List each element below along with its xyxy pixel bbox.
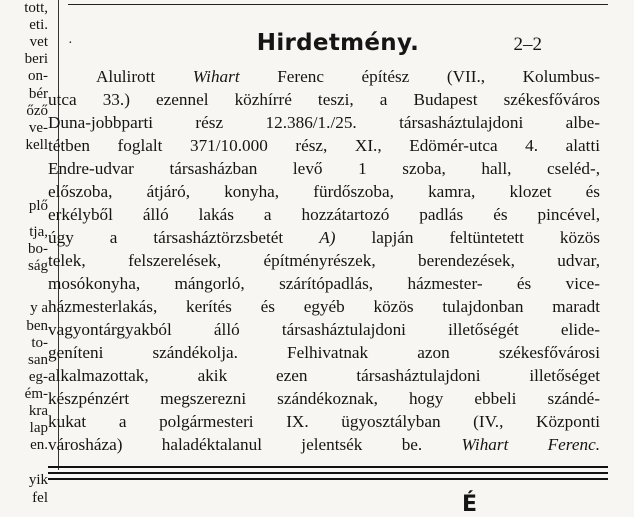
notice-body: [48, 65, 600, 456]
adjacent-text-fragment: őző: [26, 103, 48, 119]
notice-line: [48, 387, 600, 410]
notice-line: [48, 295, 600, 318]
adjacent-text-fragment: to-: [31, 335, 48, 351]
italic-run: Wihart: [192, 67, 240, 86]
notice-line: [48, 364, 600, 387]
notice-line: [48, 318, 600, 341]
text-run: utca 33.) ezennel közhírré teszi, a Budapest székesfőváros: [48, 90, 600, 109]
text-run: lapján feltüntetett közös: [335, 228, 600, 247]
text-run: tétben foglalt 371/10.000 rész, XI., Edömér-utca 4. alatti: [48, 136, 600, 155]
adjacent-text-fragment: tott,: [24, 0, 48, 16]
adjacent-text-fragment: fel: [32, 490, 48, 506]
top-rule: [68, 4, 608, 5]
notice-line: [48, 111, 600, 134]
notice-line: [48, 157, 600, 180]
separator-line-1: [48, 466, 608, 468]
adjacent-text-fragment: bér: [28, 86, 48, 102]
adjacent-text-fragment: yik: [28, 472, 48, 488]
separator-line-2: [48, 472, 608, 474]
text-run: Ferenc építész (VII., Kolumbus-: [239, 67, 600, 86]
text-run: vagyontárgyakból álló társasháztulajdoni illetőségét elide-: [48, 320, 600, 339]
text-run: Duna-jobbparti rész 12.386/1./25. társasháztulajdoni albe-: [48, 113, 600, 132]
adjacent-text-fragment: san: [28, 352, 48, 368]
text-run: házmesterlakás, kerítés és egyéb közös tulajdonban maradt: [48, 297, 600, 316]
adjacent-text-fragment: on-: [28, 68, 48, 84]
text-run: városháza) haladéktalanul jelentsék be.: [48, 435, 462, 454]
adjacent-text-fragment: ém-: [24, 386, 48, 402]
adjacent-text-fragment: eti.: [29, 17, 48, 33]
text-run: erkélyből álló lakás a hozzátartozó padlás és pincével,: [48, 205, 600, 224]
notice-line: [48, 65, 600, 88]
text-run: előszoba, átjáró, konyha, fürdőszoba, kamra, klozet és: [48, 182, 600, 201]
text-run: geníteni szándékolja. Felhivatnak azon székesfővárosi: [48, 343, 600, 362]
adjacent-text-fragment: en.: [30, 437, 48, 453]
notice-line: [48, 180, 600, 203]
text-run: kukat a polgármesteri IX. ügyosztályban (IV., Központi: [48, 412, 600, 431]
adjacent-text-fragment: kra: [28, 403, 48, 419]
adjacent-text-fragment: y a: [30, 300, 48, 316]
adjacent-text-fragment: kell: [25, 137, 48, 153]
text-run: telek, felszerelések, építményrészek, berendezések, udvar,: [48, 251, 600, 270]
notice-line: [48, 433, 600, 456]
notice-line: [48, 226, 600, 249]
adjacent-text-fragment: vet: [29, 34, 48, 50]
adjacent-text-fragment: tja,: [29, 224, 48, 240]
adjacent-column-fragments: [0, 0, 52, 506]
text-run: Endre-udvar társasházban levő 1 szoba, hall, cseléd-,: [48, 159, 600, 178]
notice-line: [48, 88, 600, 111]
notice-line: [48, 272, 600, 295]
text-run: úgy a társasháztörzsbetét: [48, 228, 320, 247]
adjacent-text-fragment: ben: [26, 318, 48, 334]
notice-line: [48, 341, 600, 364]
adjacent-text-fragment: bo-: [28, 241, 48, 257]
adjacent-text-fragment: eg-: [28, 369, 48, 385]
print-speck: ·: [68, 36, 73, 51]
notice-line: [48, 410, 600, 433]
italic-run: A): [319, 228, 336, 247]
adjacent-text-fragment: lap: [29, 420, 48, 436]
notice-title: Hirdetmény.: [256, 30, 420, 56]
adjacent-text-fragment: ság: [28, 258, 48, 274]
notice-line: [48, 134, 600, 157]
insertion-count: 2–2: [513, 34, 542, 55]
text-run: készpénzért megszerezni szándékoznak, hogy ebbeli szándé-: [48, 389, 600, 408]
italic-run: Wihart Ferenc.: [461, 435, 600, 454]
adjacent-text-fragment: plő: [28, 198, 48, 214]
text-run: alkalmazottak, akik ezen társasháztulajdoni illetőséget: [48, 366, 600, 385]
separator-line-3: [48, 478, 608, 480]
notice-line: [48, 203, 600, 226]
text-run: mosókonyha, mángorló, szárítópadlás, házmester- és vice-: [48, 274, 600, 293]
section-separator: [48, 466, 608, 480]
adjacent-text-fragment: ve-: [28, 120, 48, 136]
adjacent-text-fragment: beri: [24, 51, 48, 67]
notice-line: [48, 249, 600, 272]
text-run: Alulirott: [96, 67, 193, 86]
next-heading-glyph: É: [462, 492, 478, 517]
